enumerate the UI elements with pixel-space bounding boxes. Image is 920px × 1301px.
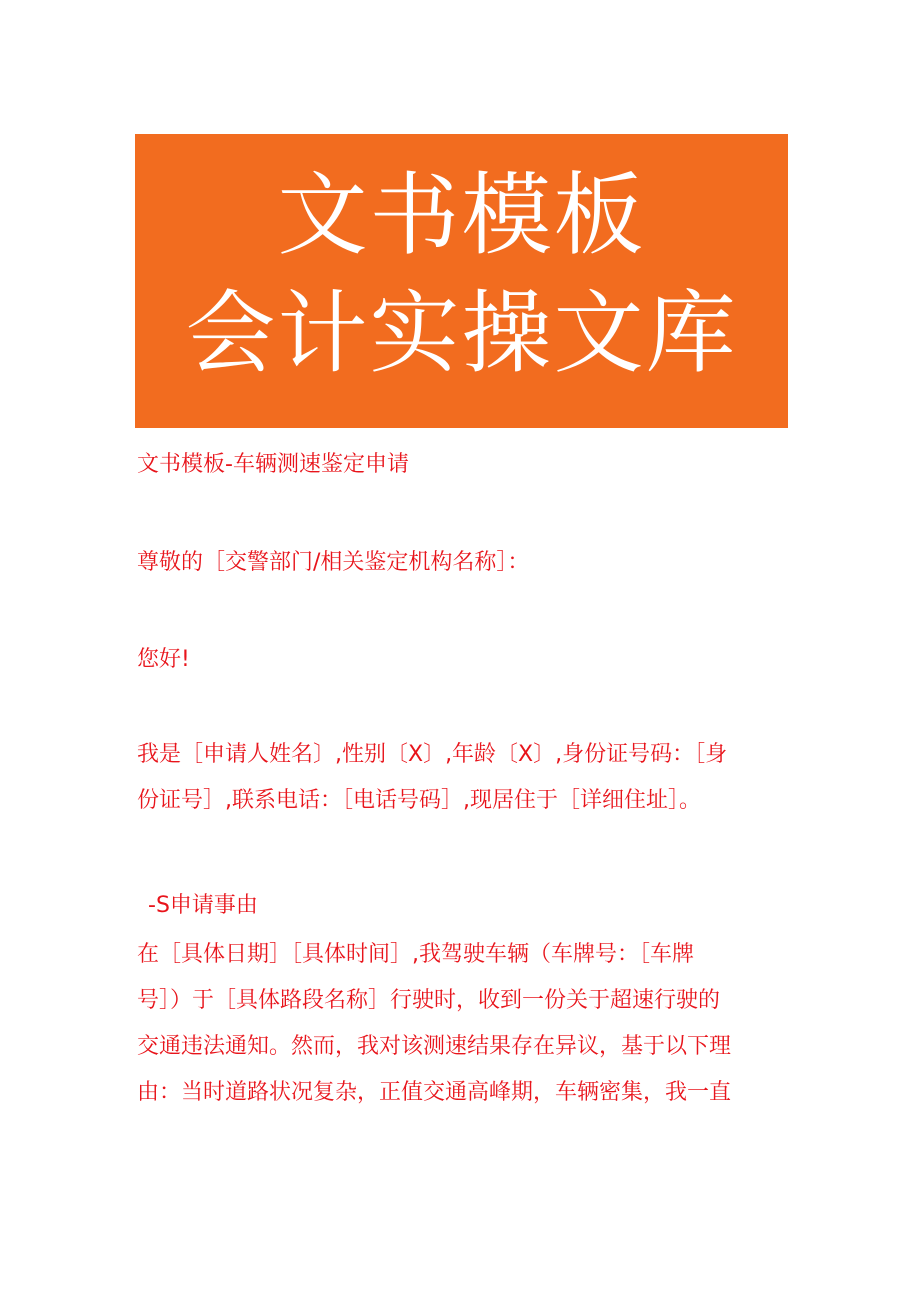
section-heading: -S申请事由 <box>148 893 258 918</box>
header-banner <box>135 134 788 428</box>
paragraph-line: 交通违法通知。然而，我对该测速结果存在异议，基于以下理 <box>137 1034 732 1059</box>
salutation: 尊敬的［交警部门/相关鉴定机构名称］： <box>137 550 530 575</box>
paragraph-line: 由：当时道路状况复杂，正值交通高峰期，车辆密集，我一直 <box>137 1080 732 1105</box>
banner-title-line-1: 文书模板 <box>277 163 646 268</box>
paragraph-line: 份证号］,联系电话：［电话号码］,现居住于［详细住址］。 <box>137 788 701 813</box>
banner-title-line-2: 会计实操文库 <box>185 281 738 386</box>
applicant-paragraph <box>137 732 797 824</box>
reason-paragraph <box>137 932 797 1116</box>
greeting: 您好! <box>137 647 190 672</box>
paragraph-line: 我是［申请人姓名〕,性别〔X〕,年龄〔X〕,身份证号码：［身 <box>137 742 728 767</box>
document-title: 文书模板-车辆测速鉴定申请 <box>137 452 409 477</box>
paragraph-line: 在［具体日期］［具体时间］,我驾驶车辆（车牌号：［车牌 <box>137 942 694 967</box>
paragraph-line: 号］）于［具体路段名称］行驶时，收到一份关于超速行驶的 <box>137 988 721 1013</box>
